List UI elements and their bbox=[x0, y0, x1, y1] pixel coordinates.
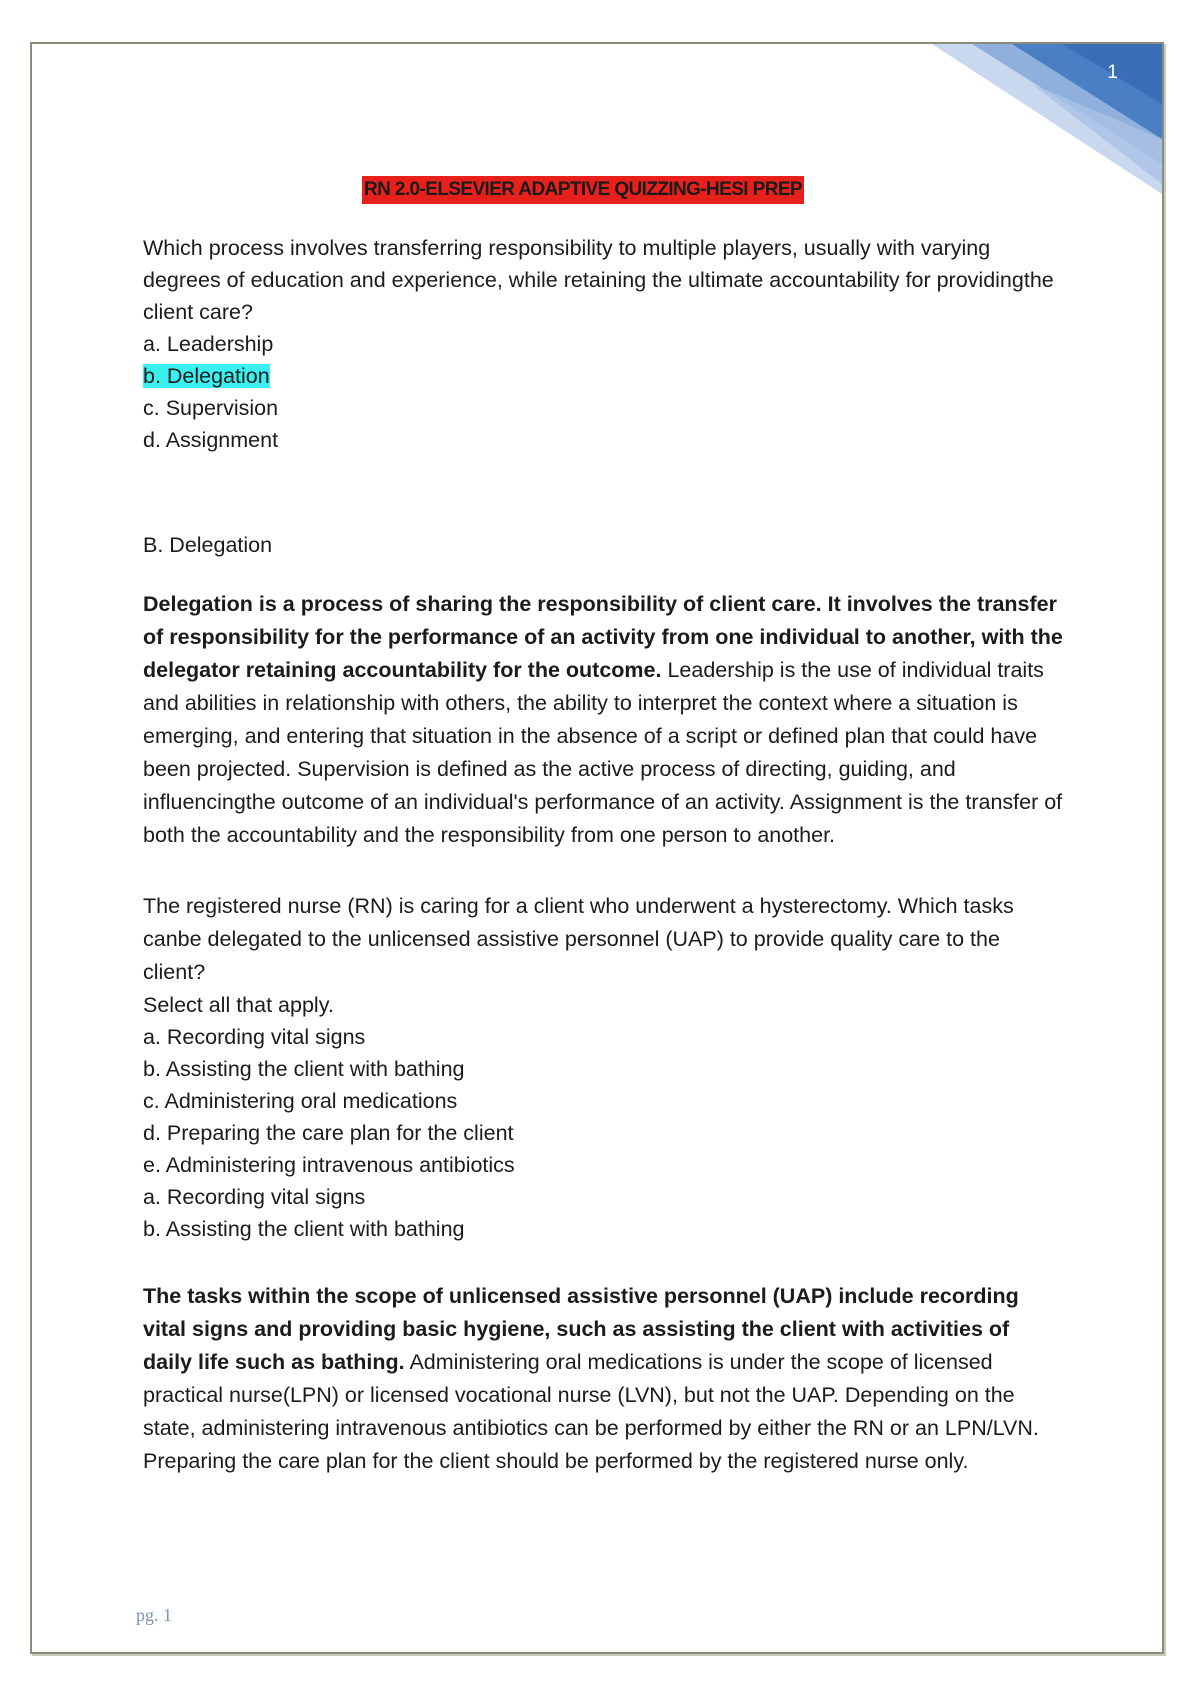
option-item: b. Assisting the client with bathing bbox=[143, 1057, 465, 1081]
rationale-1-bold: Delegation is a process of sharing the responsibility of client care. It involves the transfer of responsibility for the performance of an activity from one individual to another, with the delegator retaining accountability for the outcome. bbox=[143, 592, 1063, 682]
question-2-text: The registered nurse (RN) is caring for a client who underwent a hysterectomy. Which tasks canbe delegated to the unlicensed assistive personnel (UAP) to provide quality care to the client? bbox=[143, 894, 1014, 984]
question-1 bbox=[143, 232, 1063, 456]
question-2 bbox=[143, 890, 1063, 1245]
answer-item: b. Assisting the client with bathing bbox=[143, 1217, 465, 1241]
option-item: c. Administering oral medications bbox=[143, 1089, 458, 1113]
option-item: d. Assignment bbox=[143, 428, 279, 452]
option-item: a. Leadership bbox=[143, 332, 274, 356]
rationale-2-bold: The tasks within the scope of unlicensed assistive personnel (UAP) include recording vital signs and providing basic hygiene, such as assisting the client with activities of daily life such as bathing. bbox=[143, 1284, 1019, 1374]
question-2-options bbox=[143, 1021, 1063, 1181]
question-1-answer: B. Delegation bbox=[143, 533, 273, 557]
rationale-1-text: Leadership is the use of individual traits and abilities in relationship with others, the ability to interpret the context where a situation is emerging, and entering that situation in the absence of a script or defined plan that could have been projected. Supervision is defined as the active process of directing, guiding, and influencingthe outcome of an individual's performance of an activity. Assignment is the transfer of both the accountability and the responsibility from one person to another. bbox=[143, 658, 1063, 847]
page-footer: pg. 1 bbox=[136, 1605, 172, 1625]
question-1-text: Which process involves transferring responsibility to multiple players, usually with varying degrees of education and experience, while retaining the ultimate accountability for providingthe client care? bbox=[143, 236, 1054, 324]
document-title: RN 2.0-ELSEVIER ADAPTIVE QUIZZING-HESI PREP bbox=[362, 176, 804, 204]
option-item: a. Recording vital signs bbox=[143, 1025, 366, 1049]
answer-item: a. Recording vital signs bbox=[143, 1185, 366, 1209]
rationale-2-text: Administering oral medications is under the scope of licensed practical nurse(LPN) or licensed vocational nurse (LVN), but not the UAP. Depending on the state, administering intravenous antibiotics can be performed by either the RN or an LPN/LVN. Preparing the care plan for the client should be performed by the registered nurse only. bbox=[143, 1350, 1039, 1473]
question-1-options bbox=[143, 328, 1063, 456]
document-page bbox=[30, 42, 1164, 1654]
question-2-instruction: Select all that apply. bbox=[143, 993, 334, 1017]
question-2-rationale bbox=[143, 1280, 1063, 1478]
option-item: c. Supervision bbox=[143, 396, 279, 420]
option-item: d. Preparing the care plan for the client bbox=[143, 1121, 514, 1145]
page-number: 1 bbox=[1107, 62, 1118, 83]
option-item: e. Administering intravenous antibiotics bbox=[143, 1153, 515, 1177]
option-item-highlighted: b. Delegation bbox=[143, 364, 270, 388]
question-2-answers bbox=[143, 1181, 1063, 1245]
question-1-rationale bbox=[143, 588, 1063, 852]
